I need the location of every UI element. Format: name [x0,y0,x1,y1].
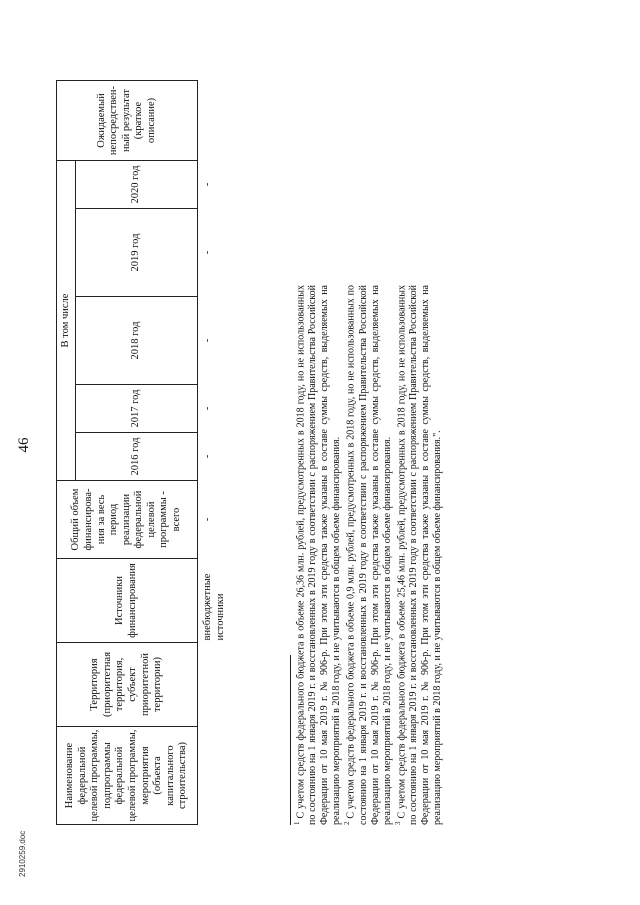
footnote-2: $^2$ С учетом средств федерального бюджета в объеме 0,9 млн. рублей, предусмотренных в 2018 году, но не использованных по состоянию на 1 января 2019 г. и восстановленных в 2019 году в соответствии с распоряжением Правительства Российской Федерации от 10 мая 2019 г. № 906-р. При этом эти средства также указаны в составе суммы средств, выделяемых на реализацию мероприятий в 2018 году, и не учитываются в общем объеме финансирования. [343,285,393,825]
footnote-divider [290,655,291,825]
row-funding-source: внебюджетные источники [202,573,226,641]
footnotes [290,285,444,825]
footnote-3: $^3$ С учетом средств федерального бюджета в объеме 25,46 млн. рублей, предусмотренных в 2018 году, но не использованных по состоянию на 1 января 2019 г. и восстановленных в 2019 году в соответствии с распоряжением Правительства Российской Федерации от 10 мая 2019 г. № 906-р. При этом эти средства также указаны в составе суммы средств, выделяемых на реализацию мероприятий в 2018 году, и не учитываются в общем объеме финансирования.". [393,284,443,825]
row-total-value: - [202,517,213,522]
header-including-group: В том числе [57,161,76,481]
header-program-name: Наименование федеральной целевой программы, подпрограммы федеральной целевой программы, мероприятия (объекта капитального строительства) [57,727,198,825]
header-total-volume: Общий объем финансирова-ния за весь период реализации федеральной целевой программы - всего [57,481,198,559]
header-territory: Территория (приоритетная территория, субъект приоритетной территории) [57,643,198,727]
document-code: 2910259.doc [18,830,27,877]
financing-table [56,80,237,825]
header-year-2017: 2017 год [76,385,198,433]
header-funding-sources: Источники финансирования [57,559,198,643]
row-value-2019: - [202,250,213,255]
table-row [198,81,238,825]
row-value-2017: - [202,406,213,411]
row-value-2018: - [202,338,213,343]
footnote-1: $^1$ С учетом средств федерального бюджета в объеме 26,36 млн. рублей, предусмотренных в 2018 году, но не использованных по состоянию на 1 января 2019 г. и восстановленных в 2019 году в соответствии с распоряжением Правительства Российской Федерации от 10 мая 2019 г. № 906-р. При этом эти средства также указаны в составе суммы средств, выделяемых на реализацию мероприятий в 2018 году, и не учитываются в общем объеме финансирования. [293,284,343,825]
header-year-2018: 2018 год [76,297,198,385]
header-year-2020: 2020 год [76,161,198,209]
header-year-2016: 2016 год [76,433,198,481]
header-expected-result: Ожидаемый непосредствен-ный результат (краткое описание) [57,81,198,161]
row-value-2020: - [202,182,213,187]
page-number: 46 [16,437,32,453]
header-year-2019: 2019 год [76,209,198,297]
row-value-2016: - [202,454,213,459]
